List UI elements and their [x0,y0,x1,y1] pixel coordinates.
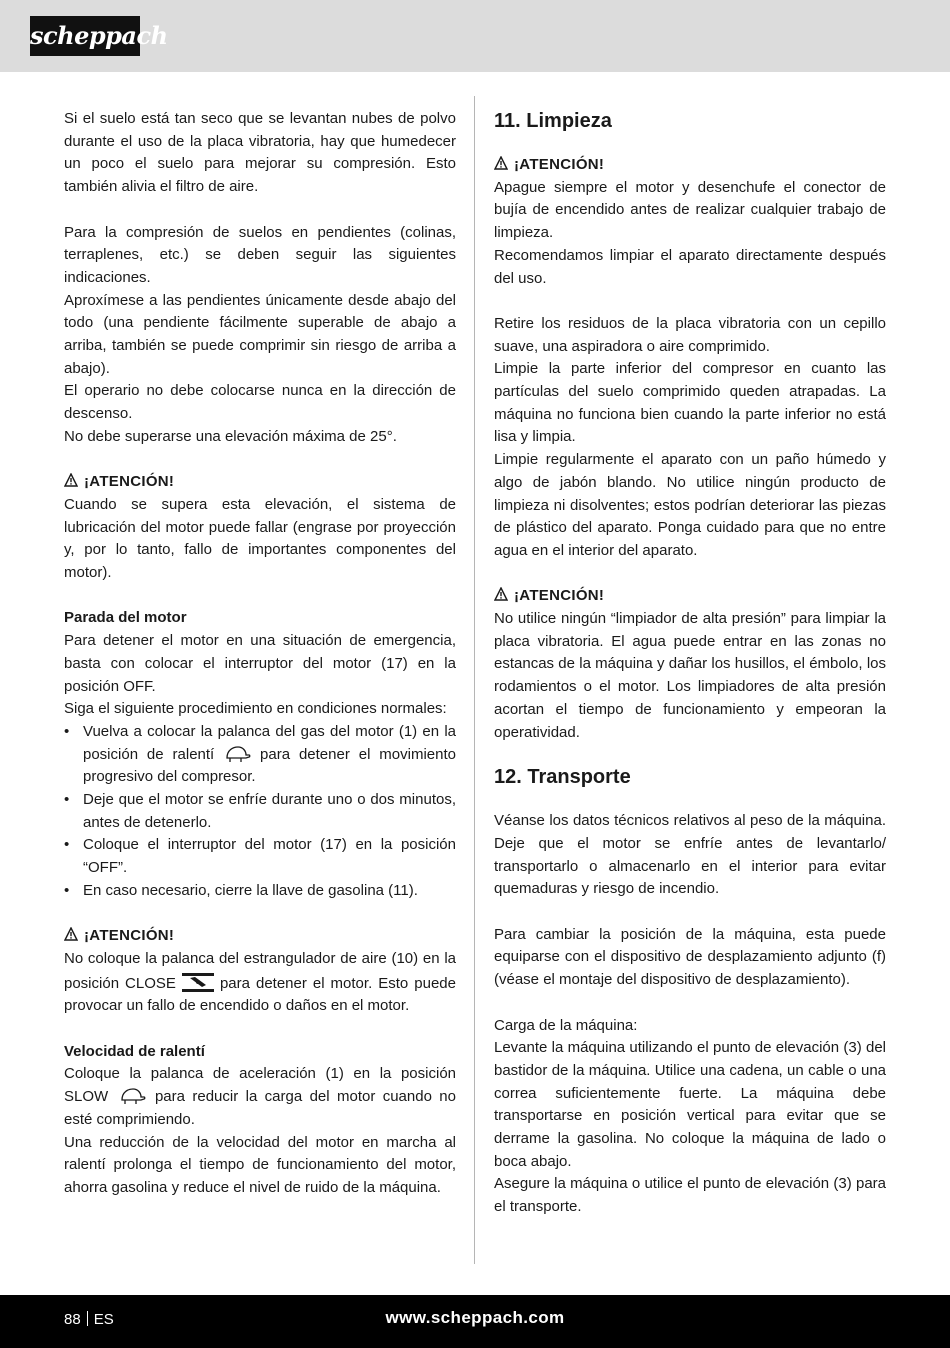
paragraph: Siga el siguiente procedimiento en condiciones normales: [64,700,447,718]
warning-triangle-icon [64,927,78,941]
warning-heading [494,585,886,608]
choke-closed-icon [182,971,214,993]
paragraph: Retire los residuos de la placa vibratoria con un cepillo suave, una aspiradora o aire comprimido. [494,314,886,355]
warning-label: ¡ATENCIÓN! [84,927,175,945]
warning-heading [64,471,456,494]
paragraph: Levante la máquina utilizando el punto de elevación (3) del bastidor de la máquina. Utilice una cadena, un cable o una correa suficientemente fuerte. La máquina debe transportarse en posición vertical para evitar que se derrame la gasolina. No coloque la máquina de lado o boca abajo. [494,1039,886,1170]
paragraph: El operario no debe colocarse nunca en la dirección de descenso. [64,382,456,423]
list-item-text: para detener el movimiento progresivo del compresor. [83,745,456,786]
paragraph: Apague siempre el motor y desenchufe el conector de bujía de encendido antes de realizar cualquier trabajo de limpieza. [494,178,886,242]
paragraph: Carga de la máquina: [494,1016,638,1034]
paragraph [64,1063,456,1131]
paragraph: No debe superarse una elevación máxima de 25°. [64,427,397,445]
paragraph: Cuando se supera esta elevación, el sistema de lubricación del motor puede fallar (engrase por proyección y, por lo tanto, fallo de importantes componentes del motor). [64,495,456,582]
procedure-list [64,721,456,903]
right-column [494,108,886,1219]
section-heading-cleaning: 11. Limpieza [494,110,612,132]
paragraph: Aproxímese a las pendientes únicamente desde abajo del todo (una pendiente fácilmente superable de abajo a arriba, también se puede comprimir sin riesgo de arriba a abajo). [64,291,456,377]
list-item: • En caso necesario, cierre la llave de gasolina (11). [64,880,456,903]
warning-label: ¡ATENCIÓN! [514,587,605,605]
section-subheading: Velocidad de ralentí [64,1042,205,1060]
left-column [64,108,456,1200]
paragraph: Para la compresión de suelos en pendientes (colinas, terraplenes, etc.) se deben seguir las siguientes indicaciones. [64,223,456,286]
paragraph: No utilice ningún “limpiador de alta presión” para limpiar la placa vibratoria. El agua puede entrar en las zonas no estancas de la máquina y dañar los husillos, el émbolo, los rodamientos o el motor. Los limpiadores de alta presión acortan el tiempo de funcionamiento y empeoran la operatividad. [494,610,886,741]
paragraph [64,948,456,1018]
warning-triangle-icon [494,587,508,601]
list-item: • Deje que el motor se enfríe durante uno o dos minutos, antes de detenerlo. [64,789,456,834]
list-item-text: Vuelva a colocar la palanca del gas del motor (1) en la posición de ralentí [83,722,456,763]
paragraph-text: para detener el motor. Esto puede provocar un fallo de encendido o daños en el motor. [64,974,456,1015]
paragraph: Limpie la parte inferior del compresor en cuanto las partículas del suelo comprimido queden atrapadas. La máquina no funciona bien cuando la parte inferior no está lisa y limpia. [494,360,886,446]
turtle-slow-icon [223,744,251,764]
paragraph-text: Coloque la palanca de aceleración (1) en la posición SLOW [64,1065,456,1106]
paragraph: Para detener el motor en una situación de emergencia, basta con colocar el interruptor del motor (17) en la posición OFF. [64,632,456,695]
scheppach-logo: scheppach [30,16,140,56]
section-heading-transport: 12. Transporte [494,766,631,789]
paragraph: Limpie regularmente el aparato con un paño húmedo y algo de jabón blando. No utilice ningún producto de limpieza ni disolventes; estos podrían deteriorar las piezas de plástico del aparato. Ponga cuidado para que no entre agua en el interior del aparato. [494,451,886,559]
warning-label: ¡ATENCIÓN! [84,473,175,491]
warning-triangle-icon [64,473,78,487]
column-divider [474,96,475,1264]
warning-label: ¡ATENCIÓN! [514,156,605,173]
page-number: 88 [64,1311,81,1328]
turtle-slow-icon [116,1086,148,1106]
paragraph: Si el suelo está tan seco que se levantan nubes de polvo durante el uso de la placa vibratoria, hay que humedecer un poco el suelo para mejorar su compresión. Esto también alivia el filtro de aire. [64,110,456,196]
paragraph-text: para reducir la carga del motor cuando no esté comprimiendo. [64,1088,456,1128]
warning-heading [64,925,456,948]
page-header [0,0,950,72]
paragraph-text: No coloque la palanca del estrangulador de aire (10) en la posición CLOSE [64,949,456,992]
warning-heading [494,154,886,177]
paragraph: Para cambiar la posición de la máquina, esta puede equiparse con el dispositivo de desplazamiento adjunto (f) (véase el montaje del dispositivo de desplazamiento). [494,925,886,989]
paragraph: Una reducción de la velocidad del motor en marcha al ralentí prolonga el tiempo de funcionamiento del motor, ahorra gasolina y reduce el nivel de ruido de la máquina. [64,1133,456,1196]
warning-triangle-icon [494,156,508,170]
paragraph: Asegure la máquina o utilice el punto de elevación (3) para el transporte. [494,1175,886,1216]
page-footer [0,1295,950,1348]
website-url: www.scheppach.com [385,1308,565,1327]
section-subheading: Parada del motor [64,609,187,627]
list-item: • Coloque el interruptor del motor (17) en la posición “OFF”. [64,834,456,879]
language-code: ES [93,1311,114,1328]
list-item [64,721,456,789]
paragraph: Véanse los datos técnicos relativos al peso de la máquina. Deje que el motor se enfríe antes de levantarlo/ transportarlo o almacenarlo en el interior para evitar quemaduras y riesgo de incendio. [494,812,886,898]
paragraph: Recomendamos limpiar el aparato directamente después del uso. [494,246,886,287]
